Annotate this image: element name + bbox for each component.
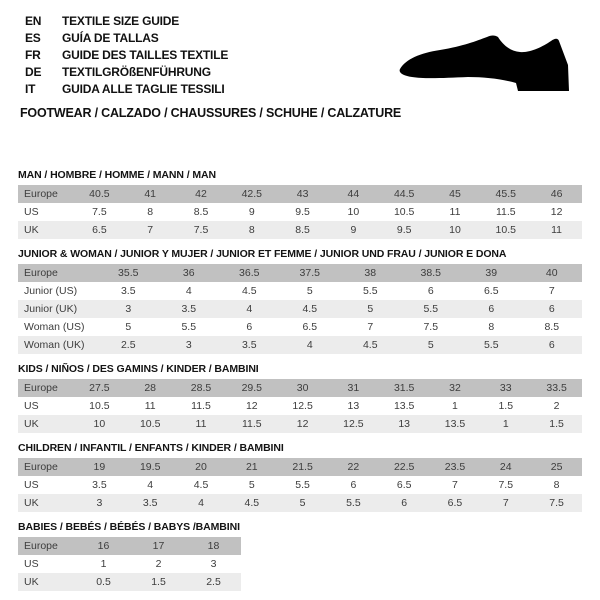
size-value-cell: 10 — [449, 224, 461, 236]
size-value-cell: 5.5 — [483, 339, 499, 351]
size-value-cell: 5 — [306, 285, 313, 297]
size-value-cell: 42 — [195, 188, 207, 200]
size-value-cell: 4 — [198, 497, 204, 509]
language-label: GUIDE DES TAILLES TEXTILE — [62, 47, 229, 62]
size-value-cell: 4.5 — [193, 479, 209, 491]
size-value-cell: 2 — [553, 400, 560, 412]
size-value-cell: 8 — [248, 224, 255, 236]
size-value-cell: 21.5 — [292, 461, 313, 473]
size-value-cell: 11 — [195, 418, 207, 430]
table-row — [18, 318, 582, 336]
row-label-cell: US — [24, 400, 39, 412]
size-value-cell: 5.5 — [362, 285, 378, 297]
row-label-cell: UK — [24, 224, 39, 236]
language-row — [25, 12, 228, 29]
size-value-cell: 12.5 — [292, 400, 313, 412]
size-value-cell: 3.5 — [92, 479, 107, 491]
size-table — [18, 537, 241, 591]
size-value-cell: 11 — [449, 206, 461, 218]
language-label: GUIDA ALLE TAGLIE TESSILI — [62, 81, 225, 96]
size-value-cell: 5 — [125, 321, 132, 333]
size-table-section — [18, 169, 582, 239]
size-value-cell: 22 — [347, 461, 360, 473]
row-label-cell: US — [24, 206, 39, 218]
size-value-cell: 0.5 — [96, 576, 111, 588]
size-value-cell: 8.5 — [193, 206, 209, 218]
language-row — [25, 80, 228, 97]
size-value-cell: 20 — [195, 461, 207, 473]
size-value-cell: 8 — [147, 206, 154, 218]
size-value-cell: 6 — [350, 479, 357, 491]
size-value-cell: 11.5 — [495, 206, 516, 218]
table-row — [18, 185, 582, 203]
size-value-cell: 11.5 — [241, 418, 262, 430]
category-title: FOOTWEAR / CALZADO / CHAUSSURES / SCHUHE / CALZATURE — [20, 106, 402, 120]
size-value-cell: 19 — [93, 461, 106, 473]
size-value-cell: 13.5 — [393, 400, 415, 412]
size-value-cell: 6.5 — [483, 285, 499, 297]
size-value-cell: 5 — [299, 497, 306, 509]
size-value-cell: 31.5 — [393, 382, 415, 394]
size-table — [18, 379, 582, 433]
size-value-cell: 9.5 — [295, 206, 310, 218]
size-value-cell: 9.5 — [396, 224, 412, 236]
table-row — [18, 282, 582, 300]
row-label-cell: UK — [24, 576, 39, 588]
size-value-cell: 5 — [427, 339, 434, 351]
dress-shoe-silhouette — [400, 36, 569, 92]
size-value-cell: 29.5 — [241, 382, 262, 394]
size-value-cell: 7.5 — [498, 479, 514, 491]
size-value-cell: 10.5 — [495, 224, 516, 236]
row-label-cell: Europe — [24, 267, 58, 279]
row-label-cell: Europe — [24, 540, 58, 552]
size-table-title: JUNIOR & WOMAN / JUNIOR Y MUJER / JUNIOR ET FEMME / JUNIOR UND FRAU / JUNIOR E DONA — [18, 248, 507, 260]
size-value-cell: 37.5 — [299, 267, 320, 279]
size-value-cell: 39 — [485, 267, 498, 279]
size-value-cell: 6 — [548, 339, 555, 351]
size-value-cell: 28 — [144, 382, 157, 394]
row-label-cell: UK — [24, 418, 39, 430]
row-label-cell: Europe — [24, 188, 58, 200]
language-code: DE — [25, 64, 42, 79]
table-row — [18, 458, 582, 476]
size-value-cell: 18 — [207, 540, 220, 552]
size-value-cell: 35.5 — [118, 267, 139, 279]
size-value-cell: 1.5 — [498, 400, 514, 412]
size-value-cell: 7.5 — [92, 206, 107, 218]
table-row — [18, 203, 582, 221]
language-code: EN — [25, 13, 42, 28]
size-value-cell: 38 — [364, 267, 377, 279]
size-value-cell: 45.5 — [495, 188, 516, 200]
size-value-cell: 1.5 — [549, 418, 564, 430]
size-value-cell: 2.5 — [120, 339, 136, 351]
language-label: TEXTILE SIZE GUIDE — [62, 13, 180, 28]
row-label-cell: US — [24, 558, 39, 570]
size-value-cell: 6.5 — [447, 497, 463, 509]
size-value-cell: 8 — [488, 321, 495, 333]
size-value-cell: 3.5 — [241, 339, 257, 351]
table-row — [18, 221, 582, 239]
dress-shoe-icon — [396, 27, 576, 95]
size-table-section — [18, 521, 582, 591]
language-label: GUÍA DE TALLAS — [62, 30, 159, 45]
size-value-cell: 46 — [550, 188, 563, 200]
size-value-cell: 11 — [144, 400, 156, 412]
size-value-cell: 4.5 — [244, 497, 260, 509]
size-value-cell: 6 — [488, 303, 495, 315]
size-value-cell: 6.5 — [396, 479, 412, 491]
size-value-cell: 5.5 — [423, 303, 439, 315]
size-value-cell: 13 — [398, 418, 411, 430]
size-value-cell: 7.5 — [193, 224, 209, 236]
size-table-body — [18, 458, 582, 512]
size-value-cell: 7 — [502, 497, 509, 509]
size-value-cell: 33 — [499, 382, 512, 394]
size-value-cell: 44.5 — [393, 188, 415, 200]
size-value-cell: 31 — [347, 382, 360, 394]
size-value-cell: 7 — [548, 285, 555, 297]
size-value-cell: 4.5 — [362, 339, 378, 351]
size-value-cell: 7 — [367, 321, 374, 333]
size-value-cell: 25 — [550, 461, 563, 473]
size-value-cell: 36 — [182, 267, 195, 279]
size-table — [18, 264, 582, 354]
size-value-cell: 9 — [350, 224, 357, 236]
size-value-cell: 6 — [548, 303, 555, 315]
size-value-cell: 10.5 — [393, 206, 415, 218]
size-value-cell: 3 — [210, 558, 217, 570]
size-value-cell: 10.5 — [89, 400, 110, 412]
size-value-cell: 6.5 — [302, 321, 318, 333]
size-table — [18, 458, 582, 512]
size-value-cell: 6 — [401, 497, 408, 509]
size-value-cell: 9 — [248, 206, 255, 218]
language-row — [25, 63, 228, 80]
size-value-cell: 23.5 — [444, 461, 466, 473]
size-value-cell: 16 — [97, 540, 110, 552]
size-value-cell: 8 — [553, 479, 560, 491]
size-value-cell: 1 — [452, 400, 458, 412]
size-value-cell: 4.5 — [241, 285, 257, 297]
size-value-cell: 10 — [93, 418, 106, 430]
language-row — [25, 29, 228, 46]
size-value-cell: 4 — [306, 339, 313, 351]
size-value-cell: 40 — [545, 267, 558, 279]
language-code: ES — [25, 30, 41, 45]
size-value-cell: 43 — [296, 188, 309, 200]
size-table-body — [18, 537, 241, 591]
size-value-cell: 2 — [155, 558, 162, 570]
size-value-cell: 1.5 — [151, 576, 166, 588]
size-value-cell: 30 — [296, 382, 309, 394]
size-value-cell: 1 — [502, 418, 509, 430]
size-value-cell: 19.5 — [139, 461, 161, 473]
size-value-cell: 11.5 — [191, 400, 211, 412]
size-value-cell: 42.5 — [241, 188, 262, 200]
size-table-body — [18, 379, 582, 433]
row-label-cell: UK — [24, 497, 39, 509]
size-value-cell: 6.5 — [92, 224, 107, 236]
size-value-cell: 5.5 — [346, 497, 361, 509]
size-value-cell: 44 — [347, 188, 360, 200]
size-value-cell: 32 — [449, 382, 461, 394]
table-row — [18, 494, 582, 512]
language-code: FR — [25, 47, 41, 62]
row-label-cell: Europe — [24, 461, 58, 473]
size-value-cell: 13 — [347, 400, 360, 412]
size-table — [18, 185, 582, 239]
size-value-cell: 10 — [347, 206, 360, 218]
size-value-cell: 45 — [449, 188, 461, 200]
size-value-cell: 6 — [427, 285, 434, 297]
size-value-cell: 12 — [245, 400, 258, 412]
size-value-cell: 22.5 — [393, 461, 415, 473]
table-row — [18, 264, 582, 282]
size-value-cell: 7.5 — [549, 497, 564, 509]
language-row — [25, 46, 228, 63]
size-value-cell: 5 — [248, 479, 255, 491]
table-row — [18, 336, 582, 354]
size-value-cell: 3.5 — [181, 303, 197, 315]
size-value-cell: 27.5 — [89, 382, 110, 394]
table-row — [18, 537, 241, 555]
size-value-cell: 33.5 — [546, 382, 567, 394]
size-value-cell: 7 — [452, 479, 458, 491]
table-row — [18, 555, 241, 573]
table-row — [18, 476, 582, 494]
size-value-cell: 6 — [246, 321, 253, 333]
row-label-cell: Junior (US) — [24, 285, 78, 297]
size-value-cell: 38.5 — [420, 267, 441, 279]
table-row — [18, 573, 241, 591]
size-value-cell: 4 — [185, 285, 192, 297]
size-value-cell: 2.5 — [206, 576, 221, 588]
size-value-cell: 3 — [96, 497, 103, 509]
size-value-cell: 7 — [147, 224, 154, 236]
size-value-cell: 12 — [296, 418, 309, 430]
size-value-cell: 24 — [499, 461, 512, 473]
size-value-cell: 11 — [551, 224, 563, 236]
size-table-body — [18, 185, 582, 239]
size-value-cell: 3 — [125, 303, 132, 315]
size-table-body — [18, 264, 582, 354]
language-code: IT — [25, 81, 36, 96]
size-table-title: BABIES / BEBÉS / BÉBÉS / BABYS /BAMBINI — [18, 521, 240, 533]
language-list — [25, 12, 228, 97]
size-value-cell: 13.5 — [444, 418, 466, 430]
size-value-cell: 12.5 — [343, 418, 364, 430]
size-value-cell: 17 — [152, 540, 165, 552]
table-row — [18, 300, 582, 318]
table-row — [18, 397, 582, 415]
size-value-cell: 4 — [147, 479, 154, 491]
size-value-cell: 5 — [367, 303, 374, 315]
size-value-cell: 3.5 — [142, 497, 158, 509]
size-value-cell: 5.5 — [295, 479, 310, 491]
size-table-section — [18, 248, 582, 354]
size-value-cell: 21 — [245, 461, 258, 473]
size-table-title: KIDS / NIÑOS / DES GAMINS / KINDER / BAMBINI — [18, 363, 259, 375]
row-label-cell: US — [24, 479, 39, 491]
size-table-section — [18, 363, 582, 433]
size-table-title: CHILDREN / INFANTIL / ENFANTS / KINDER / BAMBINI — [18, 442, 284, 454]
size-value-cell: 36.5 — [239, 267, 260, 279]
table-row — [18, 415, 582, 433]
row-label-cell: Junior (UK) — [24, 303, 78, 315]
row-label-cell: Woman (US) — [24, 321, 85, 333]
size-table-title: MAN / HOMBRE / HOMME / MANN / MAN — [18, 169, 216, 181]
size-value-cell: 41 — [144, 188, 157, 200]
size-value-cell: 8.5 — [544, 321, 560, 333]
size-value-cell: 5.5 — [181, 321, 197, 333]
size-value-cell: 4 — [246, 303, 253, 315]
size-value-cell: 4.5 — [302, 303, 318, 315]
size-value-cell: 8.5 — [295, 224, 310, 236]
size-value-cell: 40.5 — [89, 188, 110, 200]
size-value-cell: 7.5 — [423, 321, 439, 333]
size-value-cell: 1 — [100, 558, 107, 570]
size-table-section — [18, 442, 582, 512]
language-label: TEXTILGRÖßENFÜHRUNG — [62, 64, 211, 79]
table-row — [18, 379, 582, 397]
size-value-cell: 3.5 — [120, 285, 136, 297]
row-label-cell: Woman (UK) — [24, 339, 85, 351]
tables-container — [18, 169, 582, 600]
size-value-cell: 12 — [550, 206, 563, 218]
size-value-cell: 3 — [185, 339, 192, 351]
size-value-cell: 10.5 — [139, 418, 161, 430]
size-value-cell: 28.5 — [190, 382, 212, 394]
row-label-cell: Europe — [24, 382, 58, 394]
